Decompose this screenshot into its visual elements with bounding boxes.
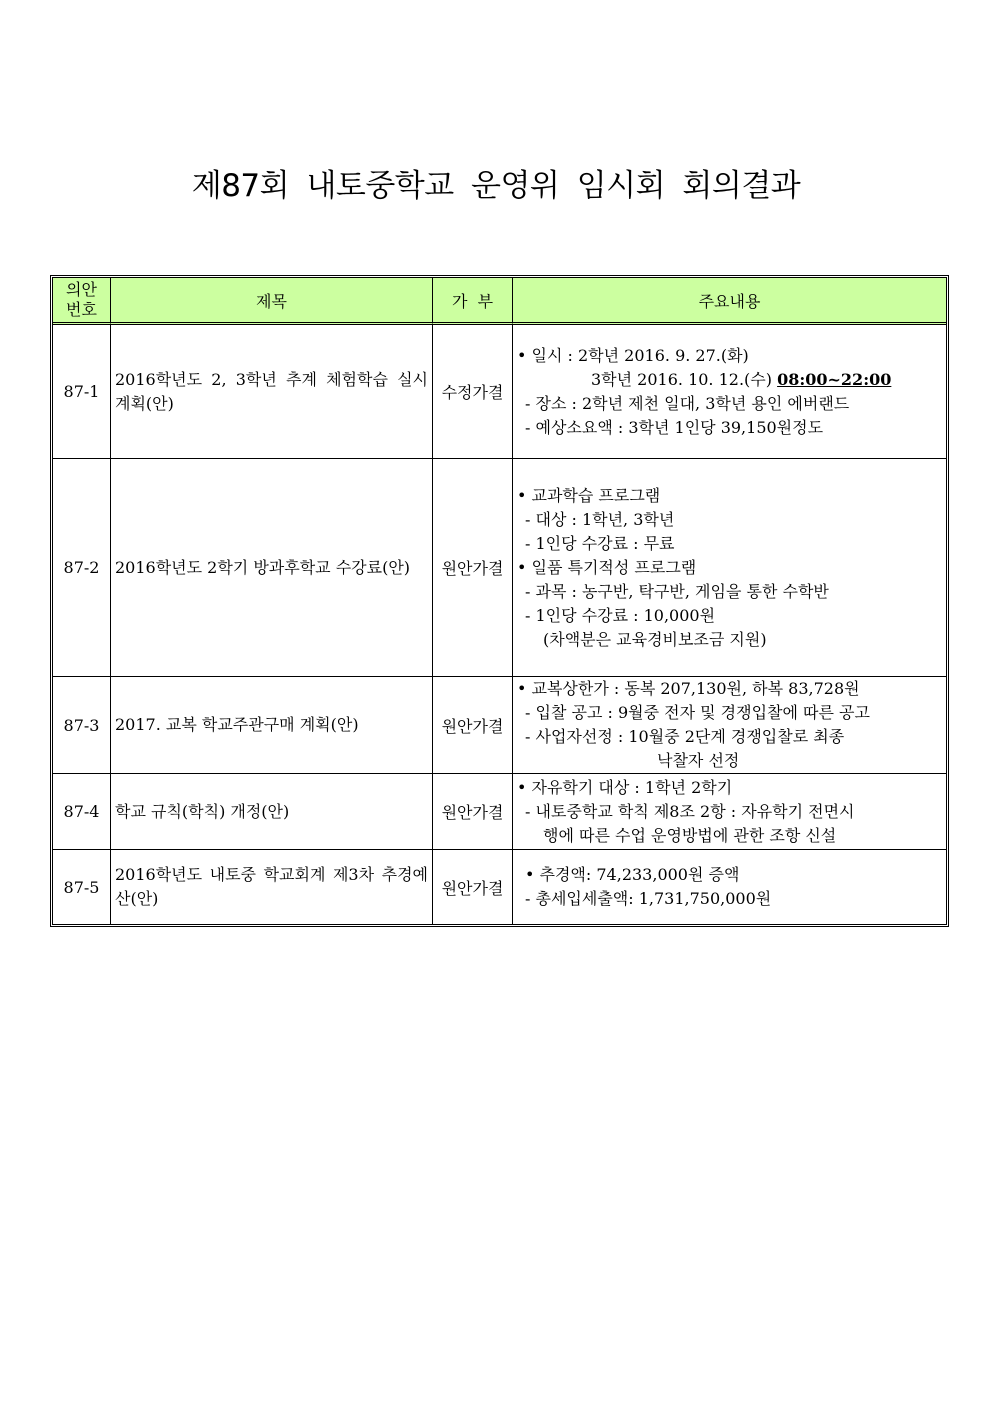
row-subject: 2016학년도 2학기 방과후학교 수강료(안) [111,459,433,677]
content-line: - 장소 : 2학년 제천 일대, 3학년 용인 에버랜드 [525,393,850,413]
header-result: 가 부 [433,278,513,325]
row-subject: 2016학년도 2, 3학년 추계 체험학습 실시 계획(안) [111,325,433,459]
header-subject: 제목 [111,278,433,325]
row-result: 수정가결 [433,325,513,459]
content-line: • 일시 : 2학년 2016. 9. 27.(화) [517,345,749,365]
content-line-text: 3학년 2016. 10. 12.(수) [591,369,778,389]
content-line: • 교복상한가 : 동복 207,130원, 하복 83,728원 [517,679,860,698]
page-title: 제87회 내토중학교 운영위 임시회 회의결과 [191,168,801,204]
row-content [513,459,946,677]
row-number: 87-1 [53,325,111,459]
row-result: 원안가결 [433,677,513,774]
row-content [513,850,946,924]
row-result: 원안가결 [433,850,513,924]
content-line: - 과목 : 농구반, 탁구반, 게임을 통한 수학반 [525,581,829,601]
table-row [53,677,946,774]
content-line: - 1인당 수강료 : 무료 [525,533,675,553]
table-row [53,325,946,459]
row-result: 원안가결 [433,774,513,850]
row-subject: 학교 규칙(학칙) 개정(안) [111,774,433,850]
time-range: 08:00~22:00 [777,369,892,389]
content-line: - 예상소요액 : 3학년 1인당 39,150원정도 [525,417,824,437]
row-number: 87-5 [53,850,111,924]
row-content [513,325,946,459]
header-number-line2: 번호 [66,300,97,319]
row-number: 87-3 [53,677,111,774]
table-row [53,774,946,850]
content-line: - 대상 : 1학년, 3학년 [525,509,675,529]
header-number [53,278,111,325]
row-number: 87-2 [53,459,111,677]
content-line: • 추경액: 74,233,000원 증액 [525,865,740,884]
content-line: - 입찰 공고 : 9월중 전자 및 경쟁입찰에 따른 공고 [525,703,870,722]
content-line: - 총세입세출액: 1,731,750,000원 [525,889,772,908]
header-content: 주요내용 [513,278,946,325]
table-row [53,459,946,677]
content-line: - 1인당 수강료 : 10,000원 [525,605,716,625]
row-number: 87-4 [53,774,111,850]
content-line: • 일품 특기적성 프로그램 [517,557,697,577]
header-number-line1: 의안 [66,280,97,299]
content-line: 낙찰자 선정 [657,751,740,770]
row-content [513,677,946,774]
content-line: (차액분은 교육경비보조금 지원) [543,629,767,649]
content-line: - 내토중학교 학칙 제8조 2항 : 자유학기 전면시 [525,801,855,821]
row-result: 원안가결 [433,459,513,677]
row-subject: 2017. 교복 학교주관구매 계획(안) [111,677,433,774]
content-line [517,368,942,392]
header-row [53,278,946,325]
table-row [53,850,946,924]
row-content [513,774,946,850]
content-line: 행에 따른 수업 운영방법에 관한 조항 신설 [543,825,837,845]
content-line: • 자유학기 대상 : 1학년 2학기 [517,777,733,797]
content-line: • 교과학습 프로그램 [517,485,661,505]
content-line: - 사업자선정 : 10월중 2단계 경쟁입찰로 최종 [525,727,845,746]
row-subject: 2016학년도 내토중 학교회계 제3차 추경예산(안) [111,850,433,924]
minutes-table [50,275,949,927]
